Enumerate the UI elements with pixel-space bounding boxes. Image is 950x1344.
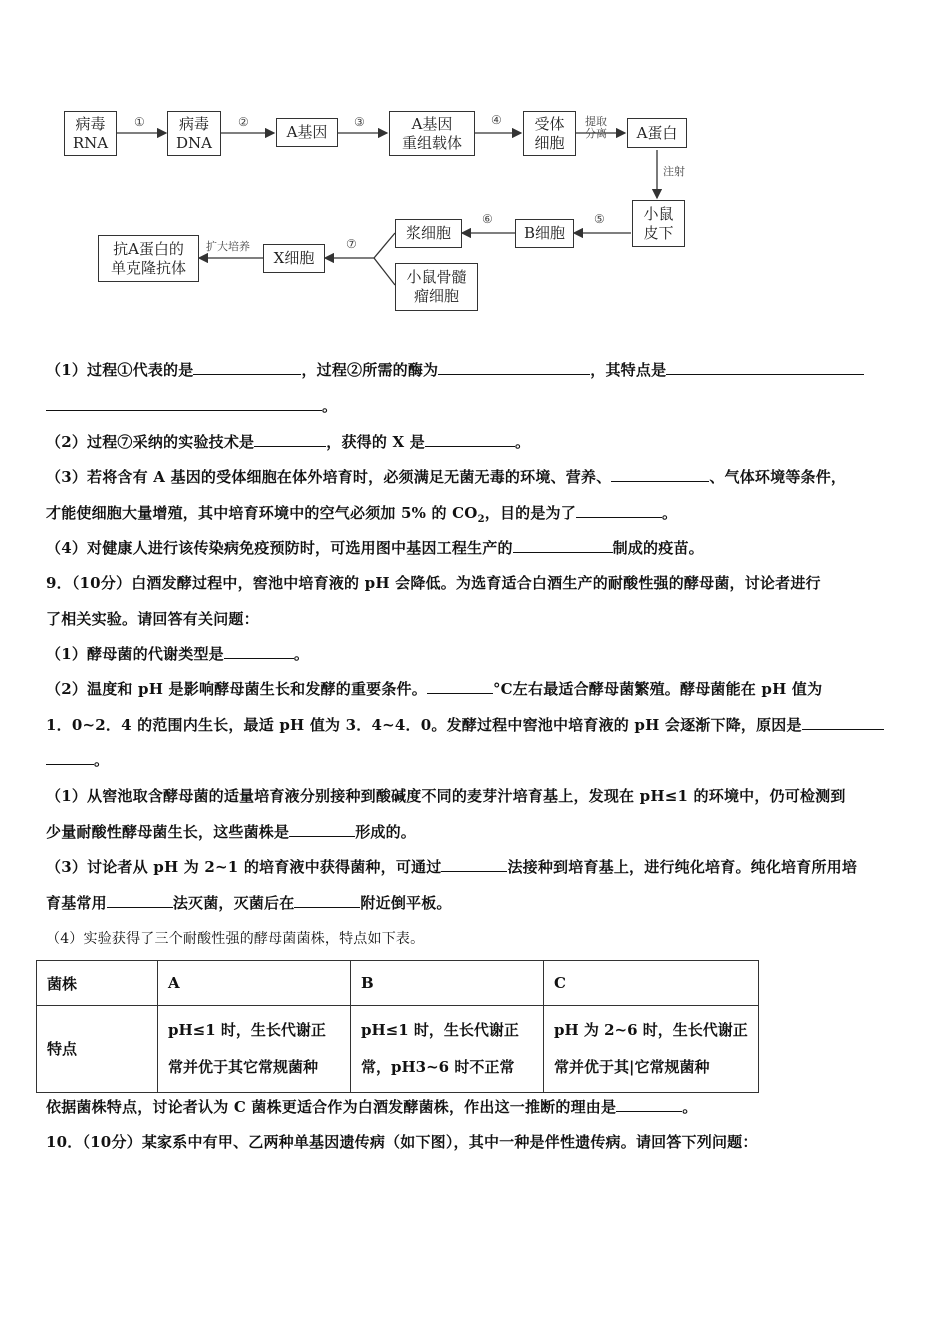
answer-blank[interactable] — [193, 360, 301, 375]
q8-part2: （2）过程⑦采纳的实验技术是 ，获得的 X 是 。 — [46, 433, 531, 451]
q8-part3-line1: （3）若将含有 A 基因的受体细胞在体外培育时，必须满足无菌无毒的环境、营养、 、气体环境等条件， — [46, 468, 847, 486]
node-x-cell: X细胞 — [263, 244, 325, 273]
node-b-cell: B细胞 — [515, 219, 574, 248]
q8-part3-line2: 才能使细胞大量增殖，其中培育环境中的空气必须加 5% 的 $CO_2$，目的是为了 。 — [46, 504, 678, 525]
node-monoclonal-antibody: 抗A蛋白的 单克隆抗体 — [98, 235, 199, 282]
node-myeloma-cell: 小鼠骨髓 瘤细胞 — [395, 263, 478, 311]
table-row — [37, 1006, 759, 1093]
answer-blank[interactable] — [611, 467, 709, 482]
q9-part6: 依据菌株特点，讨论者认为 C 菌株更适合作为白酒发酵菌株，作出这一推断的理由是 。 — [46, 1098, 698, 1116]
answer-blank[interactable] — [46, 396, 322, 411]
answer-blank[interactable] — [294, 893, 360, 908]
answer-blank[interactable] — [616, 1097, 682, 1112]
q9-part1: （1）酵母菌的代谢类型是 。 — [46, 645, 310, 663]
step-label-2: ② — [238, 115, 249, 129]
answer-blank[interactable] — [427, 679, 493, 694]
q8-part1-line1: （1）过程①代表的是 ，过程②所需的酶为 ，其特点是 — [46, 360, 906, 380]
answer-blank[interactable] — [46, 750, 94, 765]
answer-blank[interactable] — [513, 538, 613, 553]
q10-intro: 10．（10分）某家系中有甲、乙两种单基因遗传病（如下图），其中一种是伴性遗传病。请回答下列问题： — [46, 1133, 758, 1151]
node-mouse-skin: 小鼠 皮下 — [632, 200, 685, 247]
node-receptor-cell: 受体 细胞 — [523, 111, 576, 156]
table-header-cell: B — [351, 961, 544, 1006]
answer-blank[interactable] — [666, 360, 864, 375]
q9-intro-line1: 9．（10分）白酒发酵过程中，窖池中培育液的 pH 会降低。为选育适合白酒生产的耐酸性强的酵母菌，讨论者进行 — [46, 574, 821, 592]
step-label-7: ⑦ — [346, 237, 357, 251]
node-recombinant-vector: A基因 重组载体 — [389, 111, 475, 156]
node-gene-a: A基因 — [276, 118, 338, 147]
q9-part4-line2: 育基常用 法灭菌，灭菌后在 附近倒平板。 — [46, 894, 452, 912]
answer-blank[interactable] — [425, 432, 515, 447]
flow-diagram — [0, 0, 950, 340]
table-cell: pH≤1 时，生长代谢正常，pH3~6 时不正常 — [351, 1006, 544, 1093]
step-label-extract: 提取 分离 — [585, 115, 607, 140]
q9-part5: （4）实验获得了三个耐酸性强的酵母菌菌株，特点如下表。 — [46, 931, 425, 947]
answer-blank[interactable] — [107, 893, 173, 908]
answer-blank[interactable] — [802, 715, 884, 730]
node-protein-a: A蛋白 — [627, 118, 687, 148]
answer-blank[interactable] — [576, 503, 662, 518]
node-virus-dna: 病毒 DNA — [167, 111, 221, 156]
answer-blank[interactable] — [441, 857, 507, 872]
table-cell: pH 为 2~6 时，生长代谢正常并优于其|它常规菌种 — [544, 1006, 759, 1093]
answer-blank[interactable] — [289, 822, 355, 837]
table-cell: pH≤1 时，生长代谢正常并优于其它常规菌种 — [158, 1006, 351, 1093]
q9-part2-line3: 。 — [46, 750, 906, 770]
q9-part3-line2: 少量耐酸性酵母菌生长，这些菌株是 形成的。 — [46, 823, 417, 841]
q9-intro-line2: 了相关实验。请回答有关问题： — [46, 610, 259, 628]
answer-blank[interactable] — [224, 644, 294, 659]
step-label-3: ③ — [354, 115, 365, 129]
answer-blank[interactable] — [438, 360, 590, 375]
q9-part3-line1: （1）从窖池取含酵母菌的适量培育液分别接种到酸碱度不同的麦芽汁培育基上，发现在 pH≤1 的环境中，仍可检测到 — [46, 787, 846, 805]
q9-part4-line1: （3）讨论者从 pH 为 2~1 的培育液中获得菌种，可通过 法接种到培育基上，进行纯化培育。纯化培育所用培 — [46, 858, 858, 876]
step-label-1: ① — [134, 115, 145, 129]
table-header-cell: 菌株 — [37, 961, 158, 1006]
answer-blank[interactable] — [254, 432, 326, 447]
step-label-4: ④ — [491, 113, 502, 127]
table-header-cell: C — [544, 961, 759, 1006]
step-label-5: ⑤ — [594, 212, 605, 226]
step-label-6: ⑥ — [482, 212, 493, 226]
table-row-label: 特点 — [37, 1006, 158, 1093]
merge-line-bottom — [374, 258, 395, 285]
step-label-expand: 扩大培养 — [206, 240, 250, 253]
table-row — [37, 961, 759, 1006]
table-header-cell: A — [158, 961, 351, 1006]
q8-part1-line2: 。 — [46, 396, 906, 416]
q9-part2-line2: 1．0~2．4 的范围内生长，最适 pH 值为 3．4~4．0。发酵过程中窖池中培育液的 pH 会逐渐下降，原因是 — [46, 715, 906, 735]
q9-part2-line1: （2）温度和 pH 是影响酵母菌生长和发酵的重要条件。 °C左右最适合酵母菌繁殖。酵母菌能在 pH 值为 — [46, 680, 823, 698]
q8-part4: （4）对健康人进行该传染病免疫预防时，可选用图中基因工程生产的 制成的疫苗。 — [46, 539, 704, 557]
strain-table — [36, 960, 759, 1093]
node-plasma-cell: 浆细胞 — [395, 219, 462, 248]
merge-line-top — [374, 233, 395, 258]
step-label-inject: 注射 — [663, 165, 685, 178]
node-virus-rna: 病毒 RNA — [64, 111, 117, 156]
